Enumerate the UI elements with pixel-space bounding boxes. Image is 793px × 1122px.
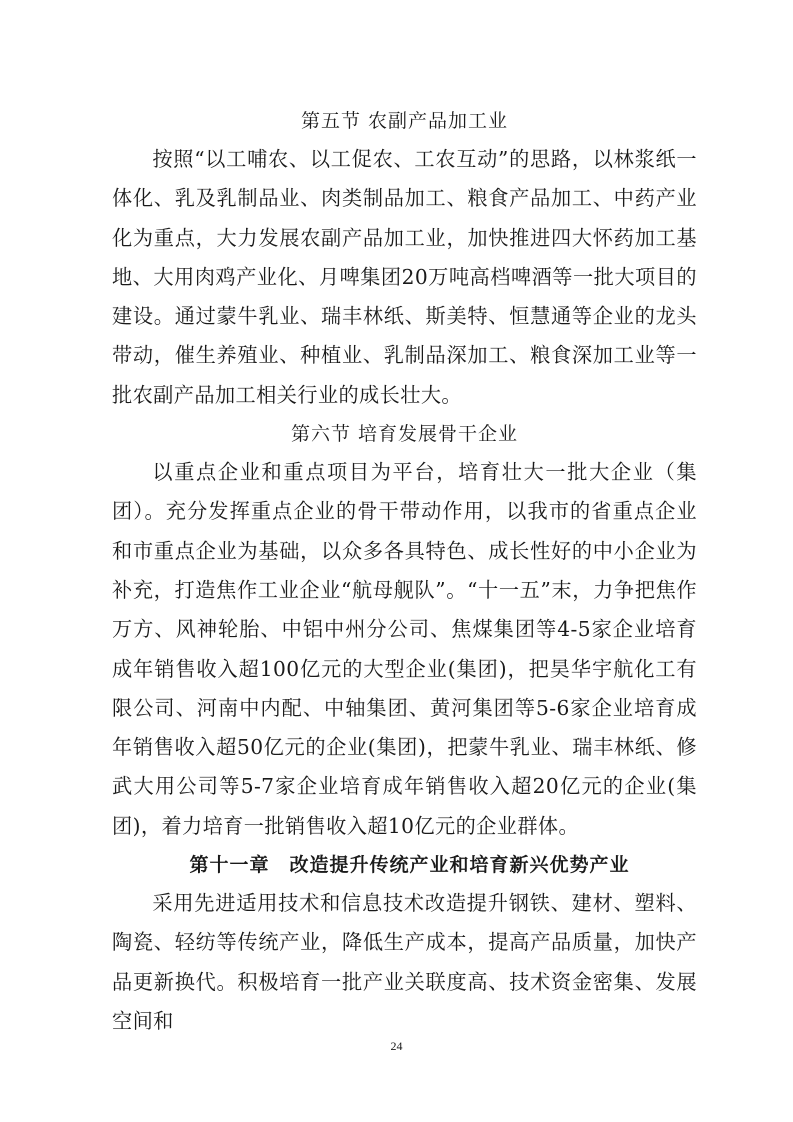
section-heading-5: 第五节 农副产品加工业 — [300, 110, 509, 132]
section-heading-6: 第六节 培育发展骨干企业 — [290, 423, 519, 446]
chapter-heading-11: 第十一章 改造提升传统产业和培育新兴优势产业 — [189, 854, 630, 877]
page-content — [112, 102, 697, 1041]
section-6-paragraph: 以重点企业和重点项目为平台，培育壮大一批大企业（集团）。充分发挥重点企业的骨干带动作用，以我市的省重点企业和市重点企业为基础，以众多各具特色、成长性好的中小企业为补充，打造焦作工业企业“航母舰队”。“十一五”末，力争把焦作万方、风神轮胎、中铝中州分公司、焦煤集团等4-5家企业培育成年销售收入超100亿元的大型企业(集团)，把昊华宇航化工有限公司、河南中内配、中轴集团、黄河集团等5-6家企业培育成年销售收入超50亿元的企业(集团)，把蒙牛乳业、瑞丰林纸、修武大用公司等5-7家企业培育成年销售收入超20亿元的企业(集团)，着力培育一批销售收入超10亿元的企业群体。 — [112, 460, 697, 838]
page-number: 24 — [390, 1039, 403, 1053]
chapter-11-paragraph: 采用先进适用技术和信息技术改造提升钢铁、建材、塑料、陶瓷、轻纺等传统产业，降低生产成本，提高产品质量，加快产品更新换代。积极培育一批产业关联度高、技术资金密集、发展空间和 — [112, 891, 697, 1033]
section-5-paragraph: 按照“以工哺农、以工促农、工农互动”的思路，以林浆纸一体化、乳及乳制品业、肉类制品加工、粮食产品加工、中药产业化为重点，大力发展农副产品加工业，加快推进四大怀药加工基地、大用肉鸡产业化、月啤集团20万吨高档啤酒等一批大项目的建设。通过蒙牛乳业、瑞丰林纸、斯美特、恒慧通等企业的龙头带动，催生养殖业、种植业、乳制品深加工、粮食深加工业等一批农副产品加工相关行业的成长壮大。 — [112, 147, 697, 407]
